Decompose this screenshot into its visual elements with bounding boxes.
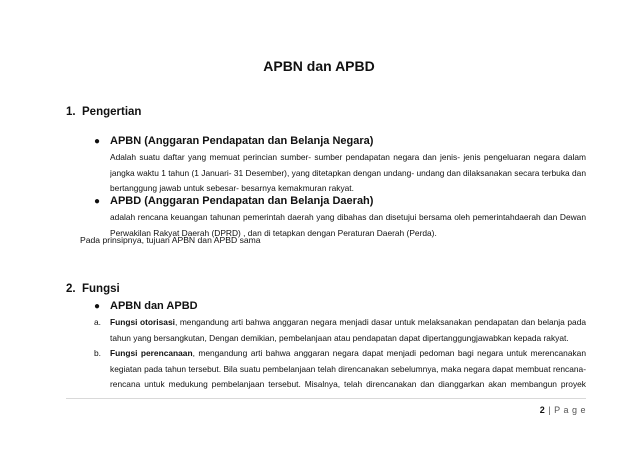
paragraph-line: bertanggung jawab untuk sebesar- besarnya kemakmuran rakyat.	[110, 183, 354, 193]
list-marker: b.	[94, 348, 101, 358]
term-rest: , mengandung arti bahwa anggaran negara dapat menjadi pedoman bagi negara untuk merencanakan	[192, 348, 586, 358]
bullet-heading-text: APBD (Anggaran Pendapatan dan Belanja Daerah)	[110, 195, 374, 207]
term: Fungsi otorisasi	[110, 317, 175, 327]
bullet-heading-apbn	[94, 135, 373, 147]
paragraph-line: adalah rencana keuangan tahunan pemerintah daerah yang dibahas dan disetujui bersama oleh pemerintahdaerah dan Dewan	[110, 212, 586, 222]
page-label: P a g e	[554, 405, 586, 415]
note-text: Pada prinsipnya, tujuan APBN dan APBD sama	[80, 235, 261, 245]
list-item-line	[110, 346, 586, 362]
footer-divider	[66, 398, 586, 399]
section-heading-pengertian	[66, 106, 141, 118]
list-marker: a.	[94, 317, 101, 327]
bullet-icon: ●	[94, 196, 101, 207]
list-item-line: tahun yang bersangkutan, Dengan demikian, pembelanjaan atau pendapatan dapat dipertanggungjawabkan kepada rakyat.	[110, 332, 569, 343]
list-item-otorisasi	[94, 315, 586, 347]
section-number: 1.	[66, 106, 76, 118]
bullet-icon: ●	[94, 301, 101, 312]
bullet-heading-text: APBN (Anggaran Pendapatan dan Belanja Negara)	[110, 135, 374, 147]
paragraph-line: Perwakilan Rakyat Daerah (DPRD) , dan di tetapkan dengan Peraturan Daerah (Perda).	[110, 227, 437, 238]
paragraph-line: jangka waktu 1 tahun (1 Januari- 31 Desember), yang ditetapkan dengan undang- undang dan dilaksanakan secara terbuka dan	[110, 167, 586, 178]
page-number: 2	[539, 405, 546, 415]
page-footer	[540, 405, 586, 415]
page-title: APBN dan APBD	[263, 58, 375, 74]
section-title: Pengertian	[82, 106, 142, 118]
paragraph-apbn	[110, 150, 586, 197]
list-item-body	[110, 315, 586, 346]
section-title: Fungsi	[82, 283, 120, 295]
list-item-line: kegiatan pada tahun tersebut. Bila suatu pembelanjaan telah direncanakan sebelumnya, maka negara dapat membuat rencana-	[110, 363, 586, 374]
bullet-heading-apbn-apbd	[94, 300, 198, 312]
section-number: 2.	[66, 283, 76, 295]
term-rest: , mengandung arti bahwa anggaran negara menjadi dasar untuk melaksanakan pendapatan dan belanja pada	[174, 317, 586, 327]
bullet-heading-text: APBN dan APBD	[110, 300, 198, 312]
list-item-line: rencana untuk medukung pembelanjaan tersebut. Misalnya, telah direncanakan dan dianggarkan akan membangun proyek	[110, 379, 586, 389]
list-item-body	[110, 346, 586, 393]
term: Fungsi perencanaan	[110, 348, 193, 358]
bullet-icon: ●	[94, 136, 101, 147]
footer-separator: |	[548, 405, 552, 415]
paragraph-line: Adalah suatu daftar yang memuat perincian sumber- sumber pendapatan negara dan jenis- jenis pengeluaran negara dalam	[110, 152, 586, 162]
list-item-perencanaan	[94, 346, 586, 394]
bullet-heading-apbd	[94, 195, 373, 207]
list-item-line	[110, 315, 586, 331]
section-heading-fungsi	[66, 283, 120, 295]
